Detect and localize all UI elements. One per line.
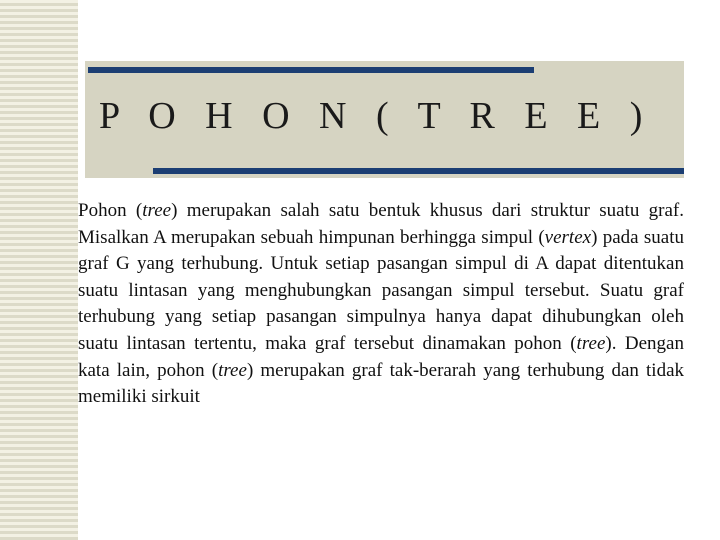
slide-paragraph xyxy=(78,198,684,411)
title-top-rule xyxy=(88,67,534,73)
title-bottom-rule xyxy=(153,168,684,174)
paragraph-segment-italic: tree xyxy=(218,359,247,381)
paragraph-segment-italic: tree xyxy=(142,200,172,221)
paragraph-segment-italic: tree xyxy=(576,332,606,354)
paragraph-segment-italic: vertex xyxy=(544,226,592,248)
paragraph-segment: ) pada suatu graf G yang terhubung. Untuk setiap pasangan simpul di A dapat ditentukan suatu lintasan yang menghubungkan pasangan simpul tersebut. Suatu graf terhubung yang setiap pasangan simpulnya hanya dapat dihubungkan oleh suatu lintasan tertentu, maka graf tersebut dinamakan pohon ( xyxy=(78,226,684,354)
paragraph-segment: ) merupakan salah satu bentuk khusus dari struktur suatu graf. Misalkan A merupakan sebuah himpunan berhingga simpul ( xyxy=(78,200,684,248)
paragraph-segment: ). Dengan kata lain, pohon ( xyxy=(78,332,684,381)
paragraph-segment: Pohon ( xyxy=(78,200,143,221)
decorative-stripes xyxy=(0,0,78,540)
paragraph-segment: ) merupakan graf tak-berarah yang terhubung dan tidak memiliki sirkuit xyxy=(78,359,684,408)
slide-title: P O H O N ( T R E E ) xyxy=(99,95,653,137)
